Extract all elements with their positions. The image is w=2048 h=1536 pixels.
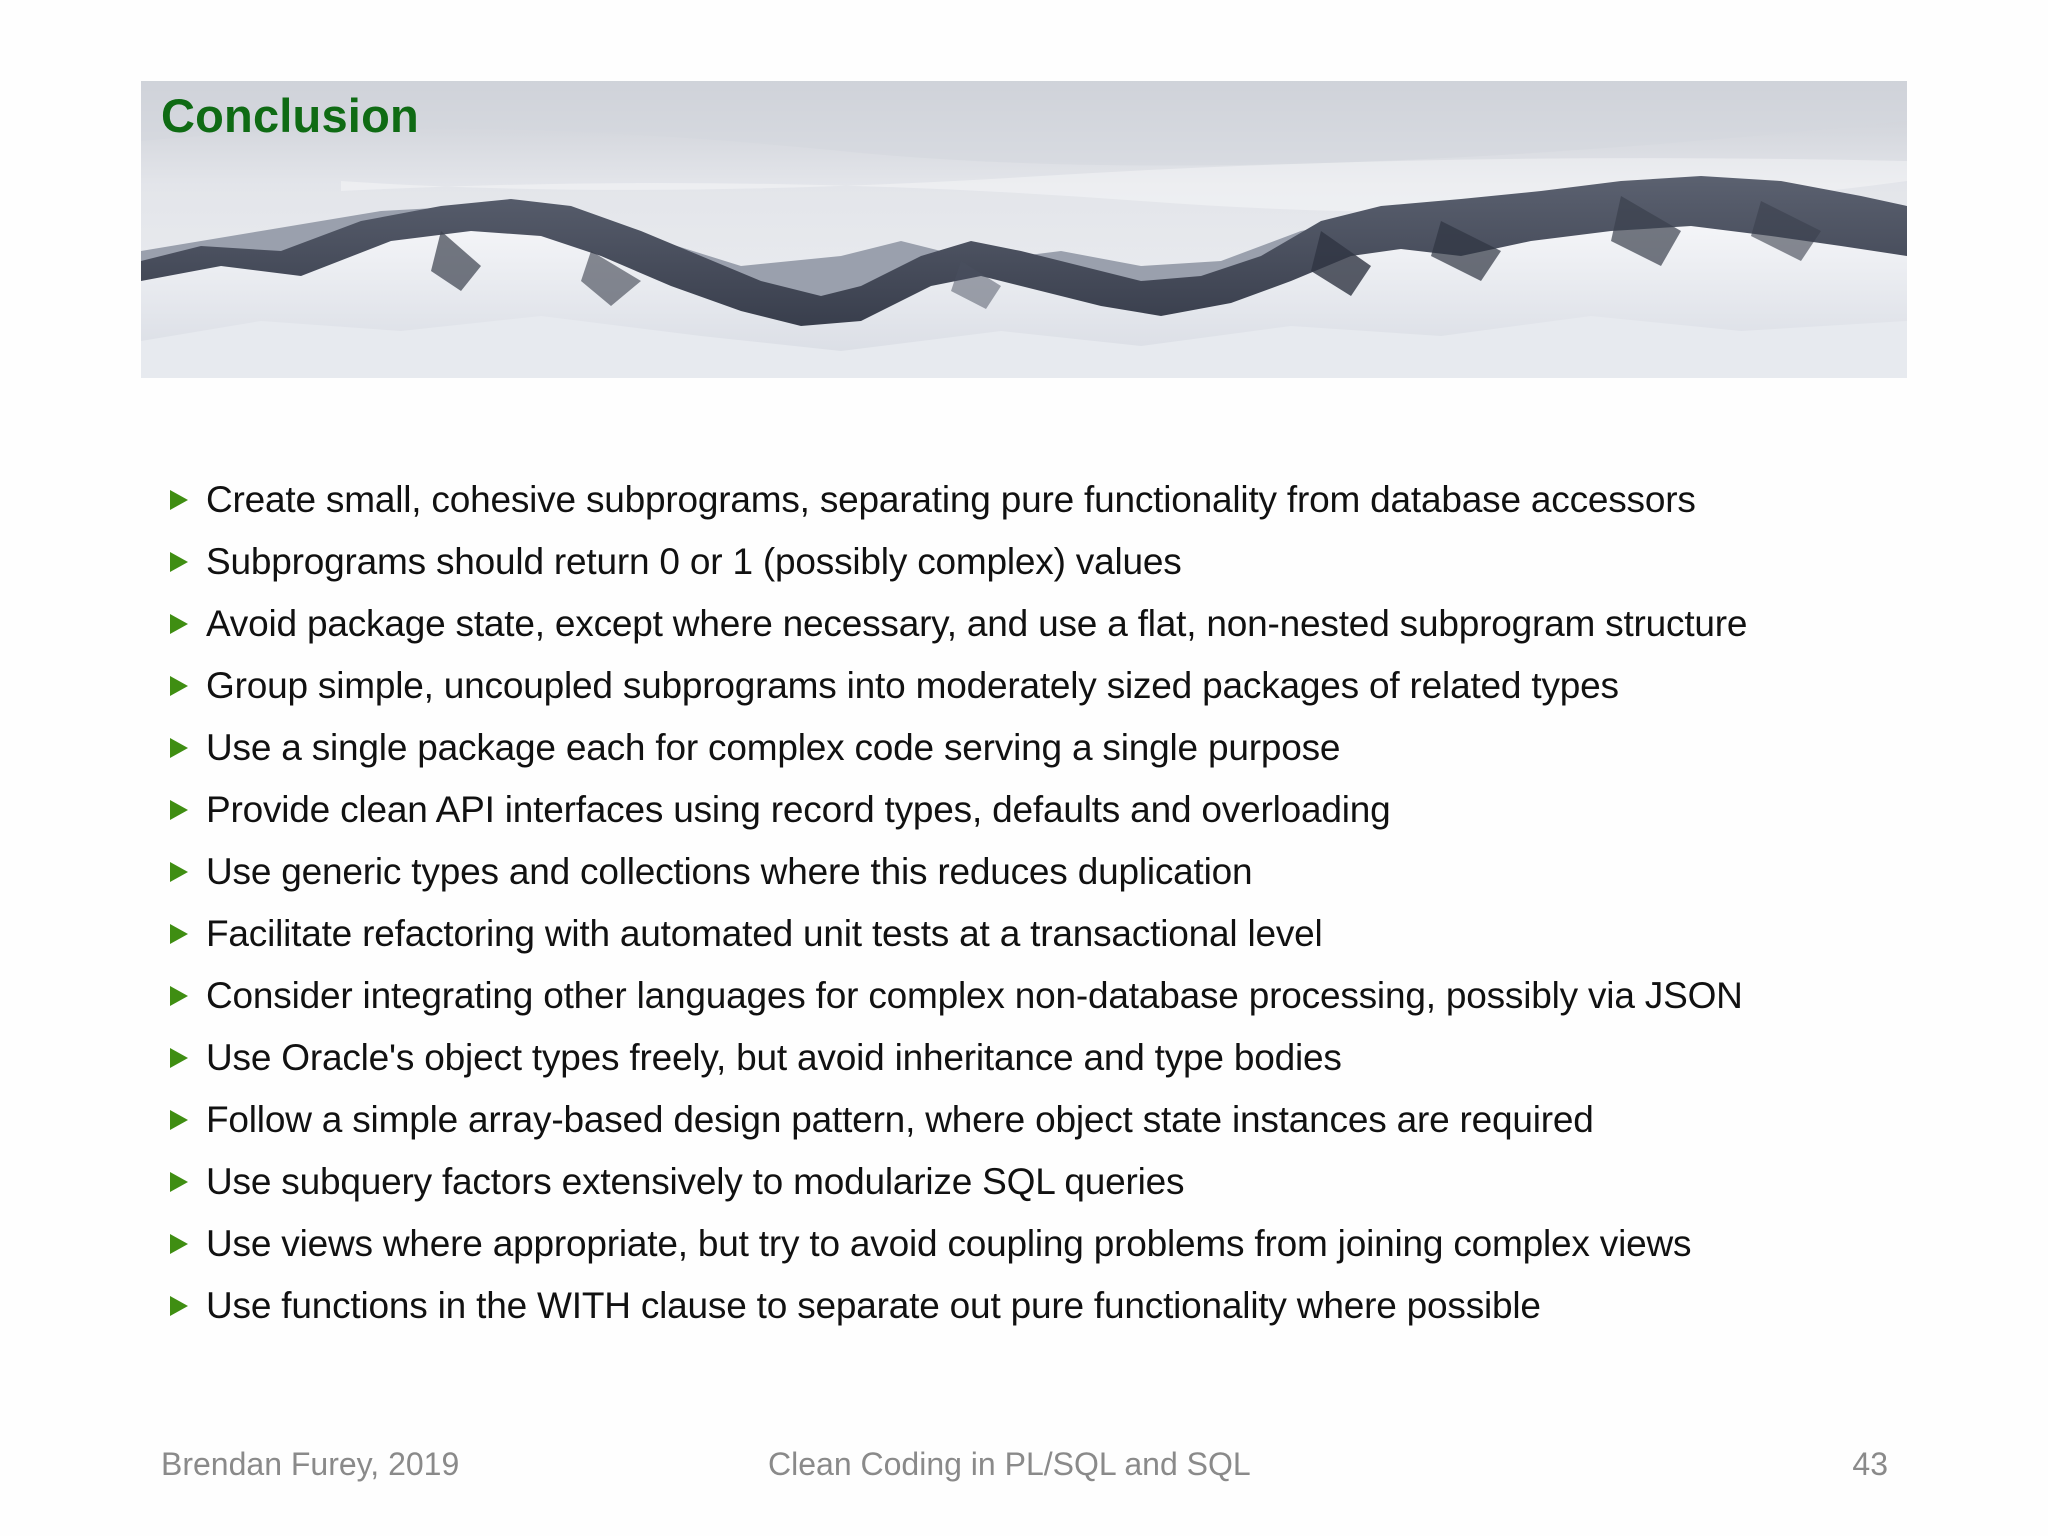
bullet-text: Provide clean API interfaces using record types, defaults and overloading: [206, 789, 1391, 830]
list-item: [170, 903, 1910, 965]
triangle-right-icon: [170, 738, 188, 758]
triangle-right-icon: [170, 1048, 188, 1068]
list-item: [170, 1213, 1910, 1275]
triangle-right-icon: [170, 490, 188, 510]
footer-author: Brendan Furey, 2019: [161, 1446, 460, 1482]
bullet-text: Use subquery factors extensively to modularize SQL queries: [206, 1161, 1185, 1202]
triangle-right-icon: [170, 1234, 188, 1254]
list-item: [170, 1275, 1910, 1337]
triangle-right-icon: [170, 614, 188, 634]
bullet-text: Use Oracle's object types freely, but avoid inheritance and type bodies: [206, 1037, 1342, 1078]
list-item: [170, 1027, 1910, 1089]
bullet-text: Facilitate refactoring with automated unit tests at a transactional level: [206, 913, 1323, 954]
list-item: [170, 531, 1910, 593]
triangle-right-icon: [170, 1296, 188, 1316]
bullet-list: [170, 469, 1910, 1337]
triangle-right-icon: [170, 924, 188, 944]
bullet-text: Subprograms should return 0 or 1 (possibly complex) values: [206, 541, 1182, 582]
list-item: [170, 779, 1910, 841]
triangle-right-icon: [170, 1110, 188, 1130]
triangle-right-icon: [170, 1172, 188, 1192]
list-item: [170, 841, 1910, 903]
triangle-right-icon: [170, 552, 188, 572]
list-item: [170, 965, 1910, 1027]
bullet-text: Use functions in the WITH clause to separate out pure functionality where possible: [206, 1285, 1541, 1326]
bullet-text: Use a single package each for complex code serving a single purpose: [206, 727, 1341, 768]
list-item: [170, 1151, 1910, 1213]
bullet-text: Group simple, uncoupled subprograms into moderately sized packages of related types: [206, 665, 1619, 706]
footer-presentation-title: Clean Coding in PL/SQL and SQL: [768, 1446, 1251, 1482]
list-item: [170, 655, 1910, 717]
bullet-text: Use views where appropriate, but try to avoid coupling problems from joining complex views: [206, 1223, 1692, 1264]
bullet-text: Follow a simple array-based design pattern, where object state instances are required: [206, 1099, 1594, 1140]
list-item: [170, 593, 1910, 655]
triangle-right-icon: [170, 800, 188, 820]
triangle-right-icon: [170, 676, 188, 696]
slide-title: Conclusion: [161, 89, 419, 142]
footer-page-number: 43: [1852, 1446, 1888, 1482]
bullet-text: Consider integrating other languages for complex non-database processing, possibly via JSON: [206, 975, 1743, 1016]
triangle-right-icon: [170, 862, 188, 882]
triangle-right-icon: [170, 986, 188, 1006]
list-item: [170, 1089, 1910, 1151]
list-item: [170, 717, 1910, 779]
bullet-text: Avoid package state, except where necessary, and use a flat, non-nested subprogram structure: [206, 603, 1748, 644]
bullet-text: Use generic types and collections where this reduces duplication: [206, 851, 1253, 892]
list-item: [170, 469, 1910, 531]
bullet-text: Create small, cohesive subprograms, separating pure functionality from database accessors: [206, 479, 1696, 520]
